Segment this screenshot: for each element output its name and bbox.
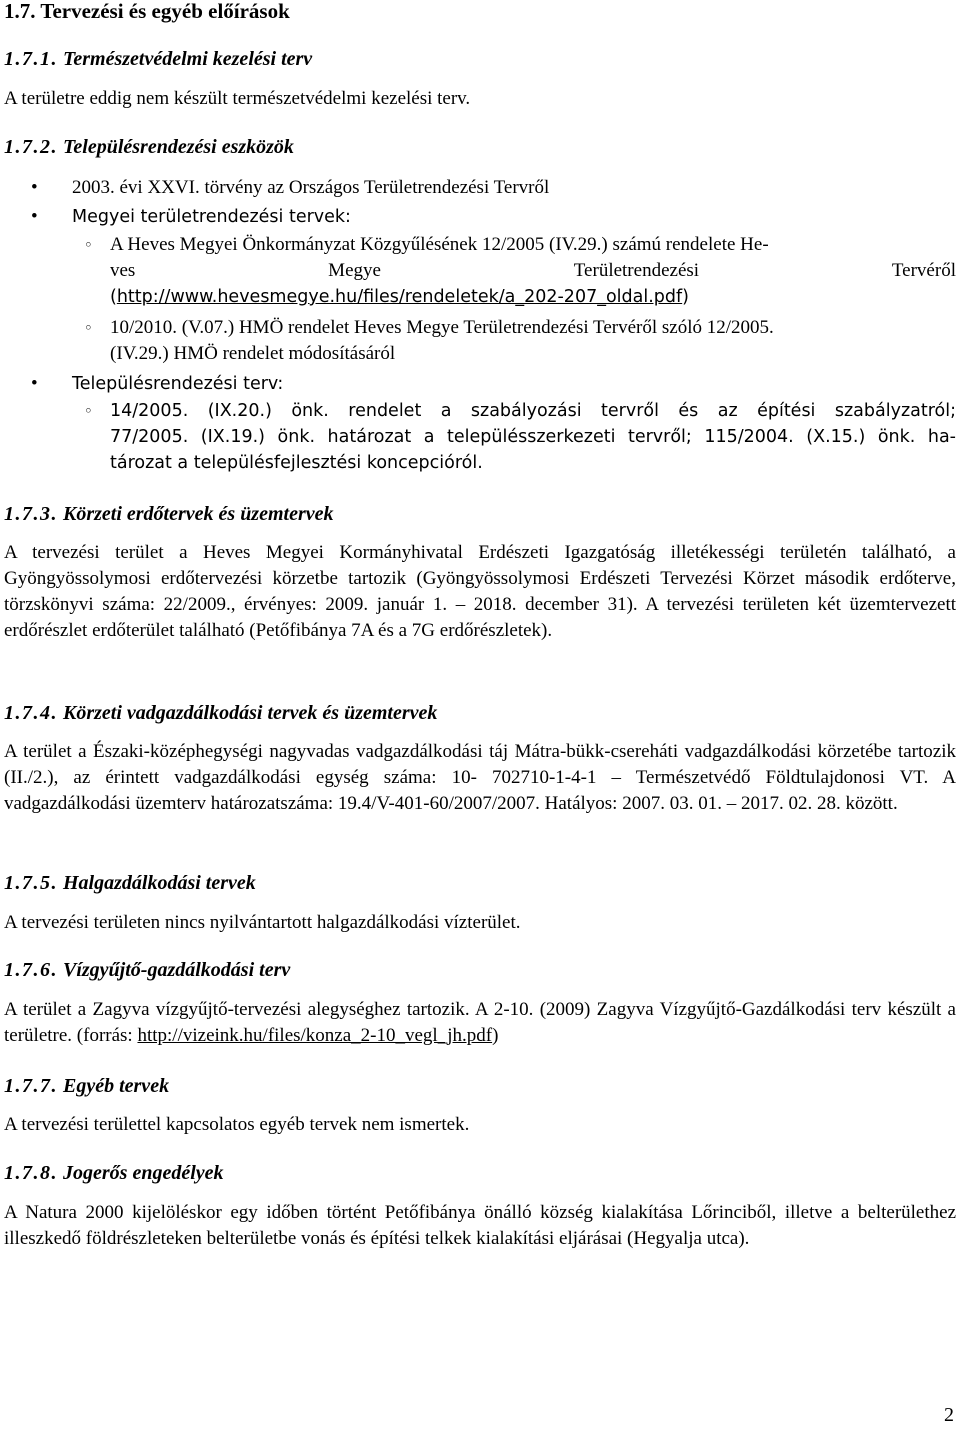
heading-number: 1.7.7. [4, 1075, 58, 1097]
paragraph-1-7-8: A Natura 2000 kijelöléskor egy időben történt Petőfibánya önálló község kialakítása Lőrinciből, illetve a belterülethez illeszkedő földrészleteken belterületbe vonás és építési telkek kialakítási eljárásai (Hegyalja utca). [4, 1202, 956, 1249]
heading-number: 1.7.1. [4, 48, 58, 70]
heading-title: Településrendezési eszközök [63, 136, 294, 158]
list-item [4, 371, 956, 397]
circle-bullet-icon: ◦ [84, 236, 93, 254]
section-heading-1-7-1 [4, 46, 956, 72]
paragraph-1-7-6: A terület a Zagyva vízgyűjtő-tervezési alegységhez tartozik. A 2-10. (2009) Zagyva Vízgyűjtő-Gazdálkodási terv készült a területre. (forrás: http://vizeink.hu/files/konza_2-10_vegl_jh.pdf) [4, 999, 956, 1046]
bullet-icon: • [31, 206, 38, 227]
paragraph-1-7-7: A tervezési területtel kapcsolatos egyéb tervek nem ismertek. [4, 1114, 470, 1135]
heading-number: 1.7.6. [4, 959, 58, 981]
list-item-text: Településrendezési terv: [72, 374, 284, 394]
paragraph-1-7-4: A terület a Északi-középhegységi nagyvadas vadgazdálkodási táj Mátra-bükk-csereháti vadgazdálkodási körzetébe tartozik (II./2.), az érintett vadgazdálkodási egység száma: 10- 702710-1-4-1 – Természetvédő Földtulajdonosi VT. A vadgazdálkodási üzemterv határozatszáma: 19.4/V-401-60/2007/2007. Hatályos: 2007. 03. 01. – 2017. 02. 28. között. [4, 741, 956, 814]
rendelet-pdf-link[interactable]: http://www.hevesmegye.hu/files/rendeletek/a_202-207_oldal.pdf [116, 287, 683, 307]
section-heading-1-7-3 [4, 501, 956, 527]
bullet-icon: • [31, 177, 38, 198]
list-item [4, 204, 956, 230]
circle-bullet-icon: ◦ [84, 319, 93, 337]
page-number: 2 [944, 1404, 954, 1426]
heading-number: 1.7.3. [4, 503, 58, 525]
list-item-text: 77/2005. (IX.19.) önk. határozat a településszerkezeti tervről; 115/2004. (X.15.) önk. ha- [110, 427, 956, 447]
section-heading-1-7: 1.7. Tervezési és egyéb előírások [4, 0, 290, 23]
section-heading-1-7-5 [4, 870, 956, 896]
heading-title: Vízgyűjtő-gazdálkodási terv [63, 959, 291, 981]
section-heading-1-7-6 [4, 957, 956, 983]
list-item-text: 14/2005. (IX.20.) önk. rendelet a szabályozási tervről és az építési szabályzatról; [110, 401, 956, 421]
heading-number: 1.7.2. [4, 136, 58, 158]
section-heading-1-7-4 [4, 700, 956, 726]
heading-title: Körzeti erdőtervek és üzemtervek [63, 503, 334, 525]
vizeink-pdf-link[interactable]: http://vizeink.hu/files/konza_2-10_vegl_jh.pdf [137, 1025, 493, 1046]
circle-bullet-icon: ◦ [84, 402, 93, 420]
heading-number: 1.7.8. [4, 1162, 58, 1184]
list-item [4, 175, 956, 201]
heading-title: Természetvédelmi kezelési terv [63, 48, 313, 70]
list-item-text-justified: ves Megye Területrendezési Tervéről [110, 260, 956, 281]
list-item-text: Megyei területrendezési tervek: [72, 207, 351, 227]
list-item-text: 2003. évi XXVI. törvény az Országos Területrendezési Tervről [72, 177, 550, 198]
list-item-text: 10/2010. (V.07.) HMÖ rendelet Heves Megye Területrendezési Tervéről szóló 12/2005. [110, 317, 774, 338]
bullet-icon: • [31, 373, 38, 394]
heading-title: Körzeti vadgazdálkodási tervek és üzemtervek [63, 702, 438, 724]
list-item-text: A Heves Megyei Önkormányzat Közgyűlésének 12/2005 (IV.29.) számú rendelete He- [110, 234, 769, 255]
list-item-link-line: (http://www.hevesmegye.hu/files/rendeletek/a_202-207_oldal.pdf) [110, 287, 689, 307]
paragraph-1-7-1: A területre eddig nem készült természetvédelmi kezelési terv. [4, 88, 471, 109]
list-item-text: (IV.29.) HMÖ rendelet módosításáról [110, 343, 396, 364]
sub-list-item [4, 232, 956, 312]
section-heading-1-7-8 [4, 1160, 956, 1186]
heading-number: 1.7.4. [4, 702, 58, 724]
heading-title: Jogerős engedélyek [63, 1162, 224, 1184]
paragraph-1-7-5: A tervezési területen nincs nyilvántartott halgazdálkodási vízterület. [4, 912, 521, 933]
heading-title: Egyéb tervek [63, 1075, 170, 1097]
list-item-text: tározat a településfejlesztési koncepcióról. [110, 453, 483, 473]
paragraph-1-7-3: A tervezési terület a Heves Megyei Kormányhivatal Erdészeti Igazgatóság illetékességi területén található, a Gyöngyössolymosi erdőtervezési körzetbe tartozik (Gyöngyössolymosi Erdészeti Tervezési Körzet második erdőterve, törzskönyvi száma: 22/2009., érvényes: 2009. január 1. – 2018. december 31). A tervezési területen két üzemtervezett erdőrészlet erdőterület található (Petőfibánya 7A és a 7G erdőrészletek). [4, 542, 956, 641]
heading-title: Halgazdálkodási tervek [63, 872, 256, 894]
section-heading-1-7-2 [4, 134, 956, 160]
section-heading-1-7-7 [4, 1073, 956, 1099]
heading-number: 1.7.5. [4, 872, 58, 894]
